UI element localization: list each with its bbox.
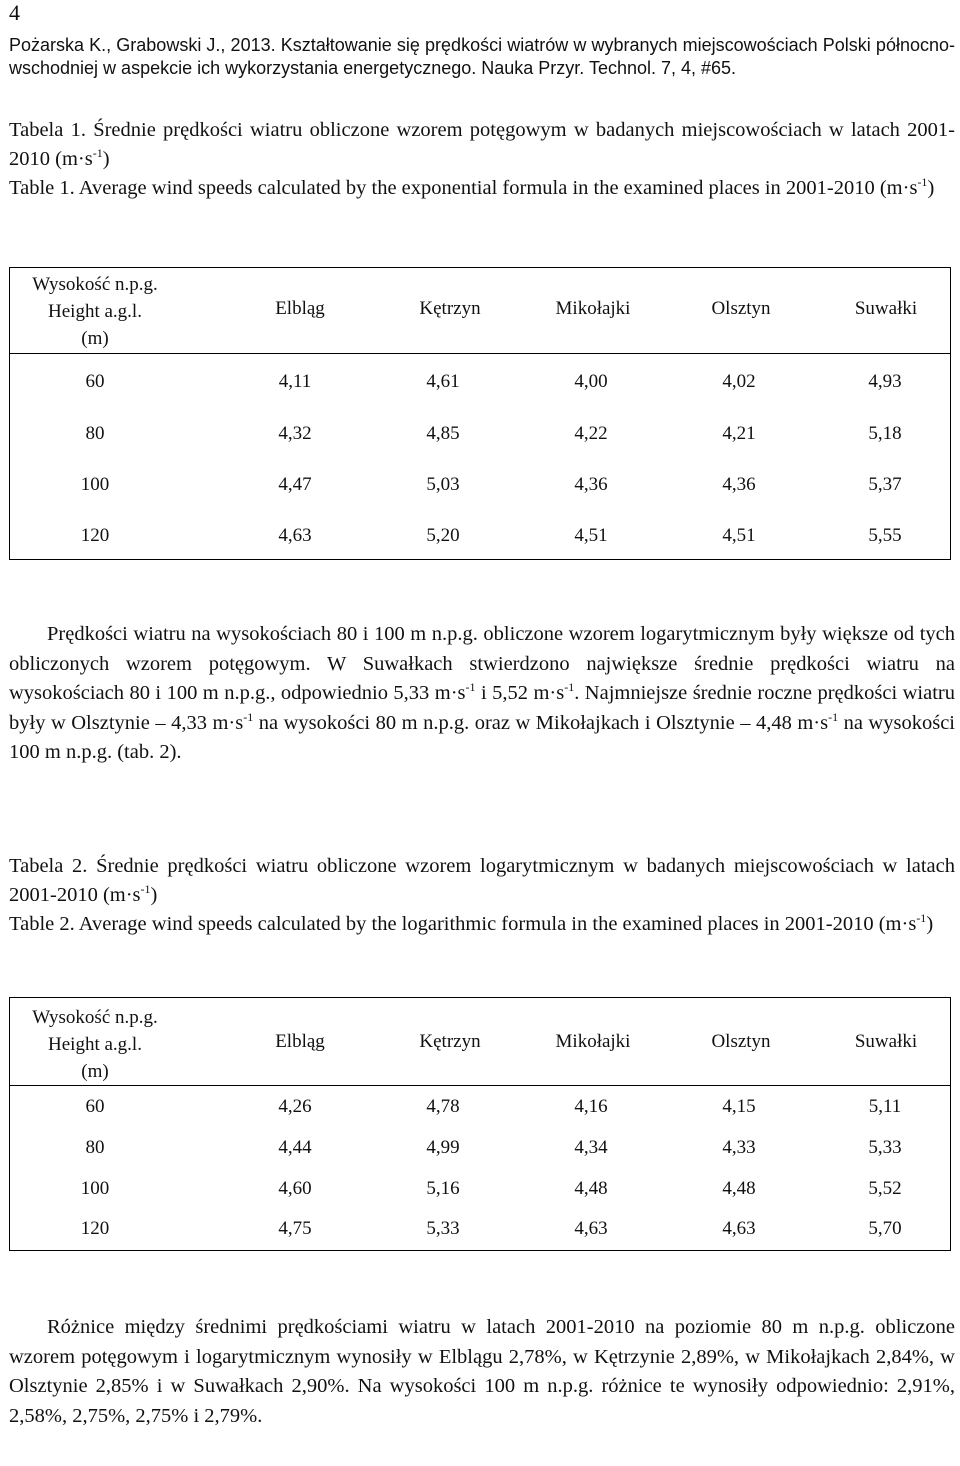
table-row: 80 4,44 4,99 4,34 4,33 5,33 <box>85 1137 902 1158</box>
table1-col-elblag: Elbląg <box>275 298 325 319</box>
table1-height-header: Wysokość n.p.g. Height a.g.l. (m) <box>32 274 158 349</box>
table1-col-ketrzyn: Kętrzyn <box>419 298 481 319</box>
table2-col-olsztyn: Olsztyn <box>711 1031 771 1052</box>
table1-caption-en: Table 1. Average wind speeds calculated by the exponential formula in the examined places in 2001-2010 $(m\cdot s^{-1})$ <box>9 175 935 199</box>
table-row: 120 4,75 5,33 4,63 4,63 5,70 <box>80 1218 902 1239</box>
page-number: 4 <box>9 0 20 25</box>
table1-caption <box>9 116 955 203</box>
table-2 <box>9 997 951 1251</box>
table-row: 120 4,63 5,20 4,51 4,51 5,55 <box>80 525 902 546</box>
table2-col-elblag: Elbląg <box>275 1031 325 1052</box>
table2-caption <box>9 852 955 939</box>
citation-header: Pożarska K., Grabowski J., 2013. Kształtowanie się prędkości wiatrów w wybranych miejscowościach Polski północno-wschodniej w aspekcie ich wykorzystania energetycznego. Nauka Przyr. Technol. 7, 4, #65. <box>9 35 955 78</box>
table2-caption-pl: Tabela 2. Średnie prędkości wiatru obliczone wzorem logarytmicznym w badanych miejscowościach w latach 2001-2010 $(m\cdot s^{-1})$ <box>9 855 955 906</box>
table2-header <box>10 998 950 1086</box>
table1-col-suwalki: Suwałki <box>854 298 918 319</box>
table1-col-olsztyn: Olsztyn <box>711 298 771 319</box>
table2-col-ketrzyn: Kętrzyn <box>419 1031 481 1052</box>
table-row: 60 4,11 4,61 4,00 4,02 4,93 <box>85 371 902 392</box>
table-row: 80 4,32 4,85 4,22 4,21 5,18 <box>85 423 902 444</box>
table2-col-suwalki: Suwałki <box>854 1031 918 1052</box>
body-paragraph-1: Prędkości wiatru na wysokościach 80 i 100 m n.p.g. obliczone wzorem logarytmicznym były większe od tych obliczonych wzorem potęgowym. W Suwałkach stwierdzono największe średnie prędkości wiatru na wysokościach 80 i 100 m n.p.g., odpowiednio 5,33 $m\cdot s^{-1}$ i 5,52 $m\cdot s^{-1}$. Najmniejsze średnie roczne prędkości wiatru były w Olsztynie – 4,33 $m\cdot s^{-1}$ na wysokości 80 m n.p.g. oraz w Mikołajkach i Olsztynie – 4,48 $m\cdot s^{-1}$ na wysokości 100 m n.p.g. (tab. 2). <box>9 623 955 763</box>
table2-col-mikolajki: Mikołajki <box>555 1031 631 1052</box>
table-row: 100 4,60 5,16 4,48 4,48 5,52 <box>80 1178 902 1199</box>
table-1 <box>9 267 951 560</box>
table-row: 100 4,47 5,03 4,36 4,36 5,37 <box>80 474 902 495</box>
table2-caption-en: Table 2. Average wind speeds calculated by the logarithmic formula in the examined places in 2001-2010 $(m\cdot s^{-1})$ <box>9 911 934 935</box>
table1-caption-pl: Tabela 1. Średnie prędkości wiatru obliczone wzorem potęgowym w badanych miejscowościach w latach 2001-2010 $(m\cdot s^{-1})$ <box>9 119 955 170</box>
body-paragraph-2: Różnice między średnimi prędkościami wiatru w latach 2001-2010 na poziomie 80 m n.p.g. obliczone wzorem potęgowym i logarytmicznym wynosiły w Elblągu 2,78%, w Kętrzynie 2,89%, w Mikołajkach 2,84%, w Olsztynie 2,85% i w Suwałkach 2,90%. Na wysokości 100 m n.p.g. różnice te wynosiły odpowiednio: 2,91%, 2,58%, 2,75%, 2,75% i 2,79%. <box>9 1316 955 1427</box>
table-row: 60 4,26 4,78 4,16 4,15 5,11 <box>85 1096 902 1117</box>
table1-col-mikolajki: Mikołajki <box>555 298 631 319</box>
table2-height-header: Wysokość n.p.g. Height a.g.l. (m) <box>32 1007 158 1082</box>
table1-header <box>10 268 950 354</box>
